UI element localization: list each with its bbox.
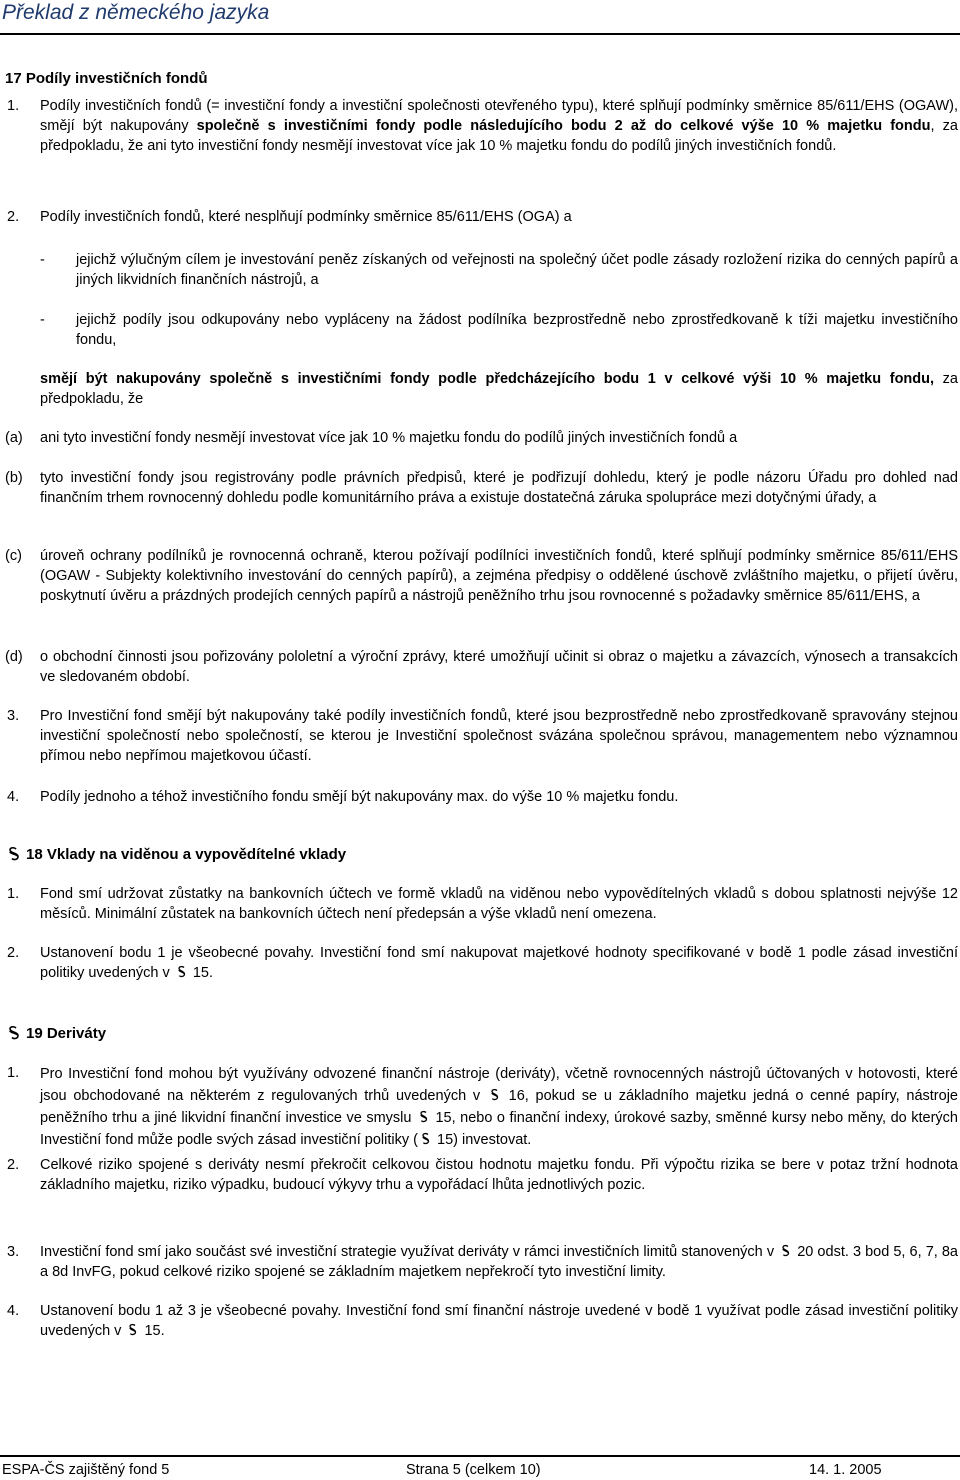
s18-p1-number: 1. <box>7 886 20 902</box>
s17-may-be-purchased <box>40 369 958 409</box>
s19-paragraph-3 <box>40 1242 958 1282</box>
footer-page-number: Strana 5 (celkem 10) <box>406 1462 541 1478</box>
footer-document-name: ESPA-ČS zajištěný fond 5 <box>2 1462 170 1478</box>
s19-p1-text-c: 15, nebo o finanční indexy, úrokové sazby, směnné kursy nebo měny, do kterých Investiční fond může podle svých zásad investiční politiky ( <box>40 1110 958 1148</box>
s19-p1-number: 1. <box>7 1065 20 1081</box>
s17-item-b-label: (b) <box>5 470 23 486</box>
s19-paragraph-2: Celkové riziko spojené s deriváty nesmí překročit celkovou čistou hodnotu majetku fondu. Při výpočtu rizika se bere v potaz tržní hodnota základního majetku, riziko výpadku, budoucí výkyvy trhu a vypořádací lhůta jednotlivých pozic. <box>40 1157 958 1193</box>
s17-may-bold: smějí být nakupovány společně s investičními fondy podle předcházejícího bodu 1 v celkové výši 10 % majetku fondu, <box>40 371 935 387</box>
s17-p1-text-c: , za předpokladu, že ani tyto investiční fondy nesmějí investovat více jak 10 % majetku fondu do podílů jiných investičních fondů. <box>40 118 958 154</box>
s18-paragraph-1: Fond smí udržovat zůstatky na bankovních účtech ve formě vkladů na viděnou nebo vypovědítelných vkladů s dobou splatnosti nejvýše 12 měsíců. Minimální zůstatek na bankovních účtech není předepsán a výše vkladů není omezena. <box>40 886 958 922</box>
s18-paragraph-2 <box>40 943 958 983</box>
s19-paragraph-1 <box>40 1063 958 1151</box>
s17-p1-number: 1. <box>7 98 20 114</box>
s17-item-a-label: (a) <box>5 430 23 446</box>
s17-paragraph-1 <box>40 96 958 156</box>
s17-p2-number: 2. <box>7 209 20 225</box>
s17-paragraph-4: Podíly jednoho a téhož investičního fondu smějí být nakupovány max. do výše 10 % majetku fondu. <box>40 789 679 805</box>
s19-paragraph-4 <box>40 1301 958 1341</box>
section-sign-icon <box>418 1110 429 1124</box>
s17-item-b-text: tyto investiční fondy jsou registrovány podle právních předpisů, které je podřizují dohledu, který je podle názoru Úřadu pro dohled nad finančním trhem rovnocenný dohledu podle komunitárního práva a existuje dostatečná záruka spolupráce mezi dotyčnými úřady, a <box>40 470 958 506</box>
s19-p4-number: 4. <box>7 1303 20 1319</box>
s17-p1-text-a: Podíly investičních fondů (= investiční fondy a investiční společnosti otevřeného typu), které splňují podmínky směrnice 85/611/EHS (OGAW), smějí být nakupovány <box>40 98 958 134</box>
footer-date: 14. 1. 2005 <box>809 1462 882 1478</box>
s17-paragraph-3: Pro Investiční fond smějí být nakupovány také podíly investičních fondů, které jsou bezprostředně nebo zprostředkovaně spravovány stejnou investiční společností nebo společností, se kterou je Investiční společnost svázána společnou správou, managementem nebo významnou přímou nebo nepřímou majetkovou účastí. <box>40 708 958 764</box>
s18-p2-text-a: Ustanovení bodu 1 je všeobecné povahy. Investiční fond smí nakupovat majetkové hodnoty specifikované v bodě 1 podle zásad investiční politiky uvedených v <box>40 945 958 981</box>
section-sign-icon <box>176 965 187 979</box>
s19-p1-text-a: Pro Investiční fond mohou být využívány odvozené finanční nástroje (deriváty), včetně rovnocenných nástrojů účtovaných v hotovosti, které jsou obchodované na některém z regulovaných trhů uvedených v <box>40 1066 958 1104</box>
header-divider <box>0 33 960 35</box>
s17-p1-text-bold: společně s investičními fondy podle následujícího bodu 2 až do celkové výše 10 % majetku fondu <box>196 118 931 134</box>
section-19-heading <box>5 1024 106 1044</box>
s19-p3-text-a: Investiční fond smí jako součást své investiční strategie využívat deriváty v rámci investičních limitů stanovených v <box>40 1244 779 1260</box>
section-sign-icon <box>780 1244 791 1258</box>
s17-p4-number: 4. <box>7 789 20 805</box>
s17-item-c-label: (c) <box>5 548 22 564</box>
s17-dash-item-1: jejichž výlučným cílem je investování peněz získaných od veřejnosti na společný účet podle zásady rozložení rizika do cenných papírů a jiných likvidních finančních nástrojů, a <box>76 252 958 288</box>
s17-item-c-text: úroveň ochrany podílníků je rovnocenná ochraně, kterou požívají podílníci investičních fondů, které splňují podmínky směrnice 85/611/EHS (OGAW - Subjekty kolektivního investování do cenných papírů), a zejména předpisy o oddělené úschově zvláštního majetku, o přijetí úvěru, poskytnutí úvěru a prázdných prodejích cenných papírů a nástrojů peněžního trhu jsou rovnocenné s požadavky směrnice 85/611/EHS, a <box>40 548 958 604</box>
section-sign-icon <box>127 1323 138 1337</box>
section-sign-icon <box>420 1132 431 1146</box>
s17-may-tail: za předpokladu, že <box>40 371 958 407</box>
section-17-heading <box>5 69 208 89</box>
footer-divider <box>0 1455 960 1457</box>
s19-p4-text-a: Ustanovení bodu 1 až 3 je všeobecné povahy. Investiční fond smí finanční nástroje uvedené v bodě 1 využívat podle zásad investiční politiky uvedených v <box>40 1303 958 1339</box>
s17-item-a-text: ani tyto investiční fondy nesmějí investovat více jak 10 % majetku fondu do podílů jiných investičních fondů a <box>40 430 738 446</box>
s19-p2-number: 2. <box>7 1157 20 1173</box>
section-18-title: 18 Vklady na viděnou a vypovědítelné vklady <box>26 846 347 863</box>
section-sign-icon <box>5 1025 23 1041</box>
section-18-heading <box>5 845 346 865</box>
s17-dash-item-2: jejichž podíly jsou odkupovány nebo vypláceny na žádost podílníka bezprostředně nebo zprostředkovaně k tíži majetku investičního fondu, <box>76 312 958 348</box>
section-sign-icon <box>5 846 23 862</box>
s17-paragraph-2: Podíly investičních fondů, které nesplňují podmínky směrnice 85/611/EHS (OGA) a <box>40 209 572 225</box>
s19-p1-text-b: 16, pokud se u základního majetku jedná o cenné papíry, nástroje peněžního trhu a jiné likvidní finanční investice ve smyslu <box>40 1088 958 1126</box>
page-header-title: Překlad z německého jazyka <box>2 1 270 24</box>
s19-p4-text-b: 15. <box>140 1323 165 1339</box>
s19-p1-text-d: 15) investovat. <box>432 1132 532 1148</box>
s18-p2-number: 2. <box>7 945 20 961</box>
section-sign-icon <box>489 1088 500 1102</box>
dash-bullet: - <box>40 252 45 268</box>
dash-bullet: - <box>40 312 45 328</box>
s19-p3-text-b: 20 odst. 3 bod 5, 6, 7, 8a a 8d InvFG, pokud celkové riziko spojené se základním majetkem nepřekročí tyto investiční limity. <box>40 1244 958 1280</box>
s17-item-d-text: o obchodní činnosti jsou pořizovány pololetní a výroční zprávy, které umožňují učinit si obraz o majetku a závazcích, výnosech a transakcích ve sledovaném období. <box>40 649 958 685</box>
s19-p3-number: 3. <box>7 1244 20 1260</box>
section-17-title: 17 Podíly investičních fondů <box>5 70 208 87</box>
s17-item-d-label: (d) <box>5 649 23 665</box>
s18-p2-text-b: 15. <box>188 965 213 981</box>
s17-p3-number: 3. <box>7 708 20 724</box>
section-19-title: 19 Deriváty <box>26 1025 107 1042</box>
